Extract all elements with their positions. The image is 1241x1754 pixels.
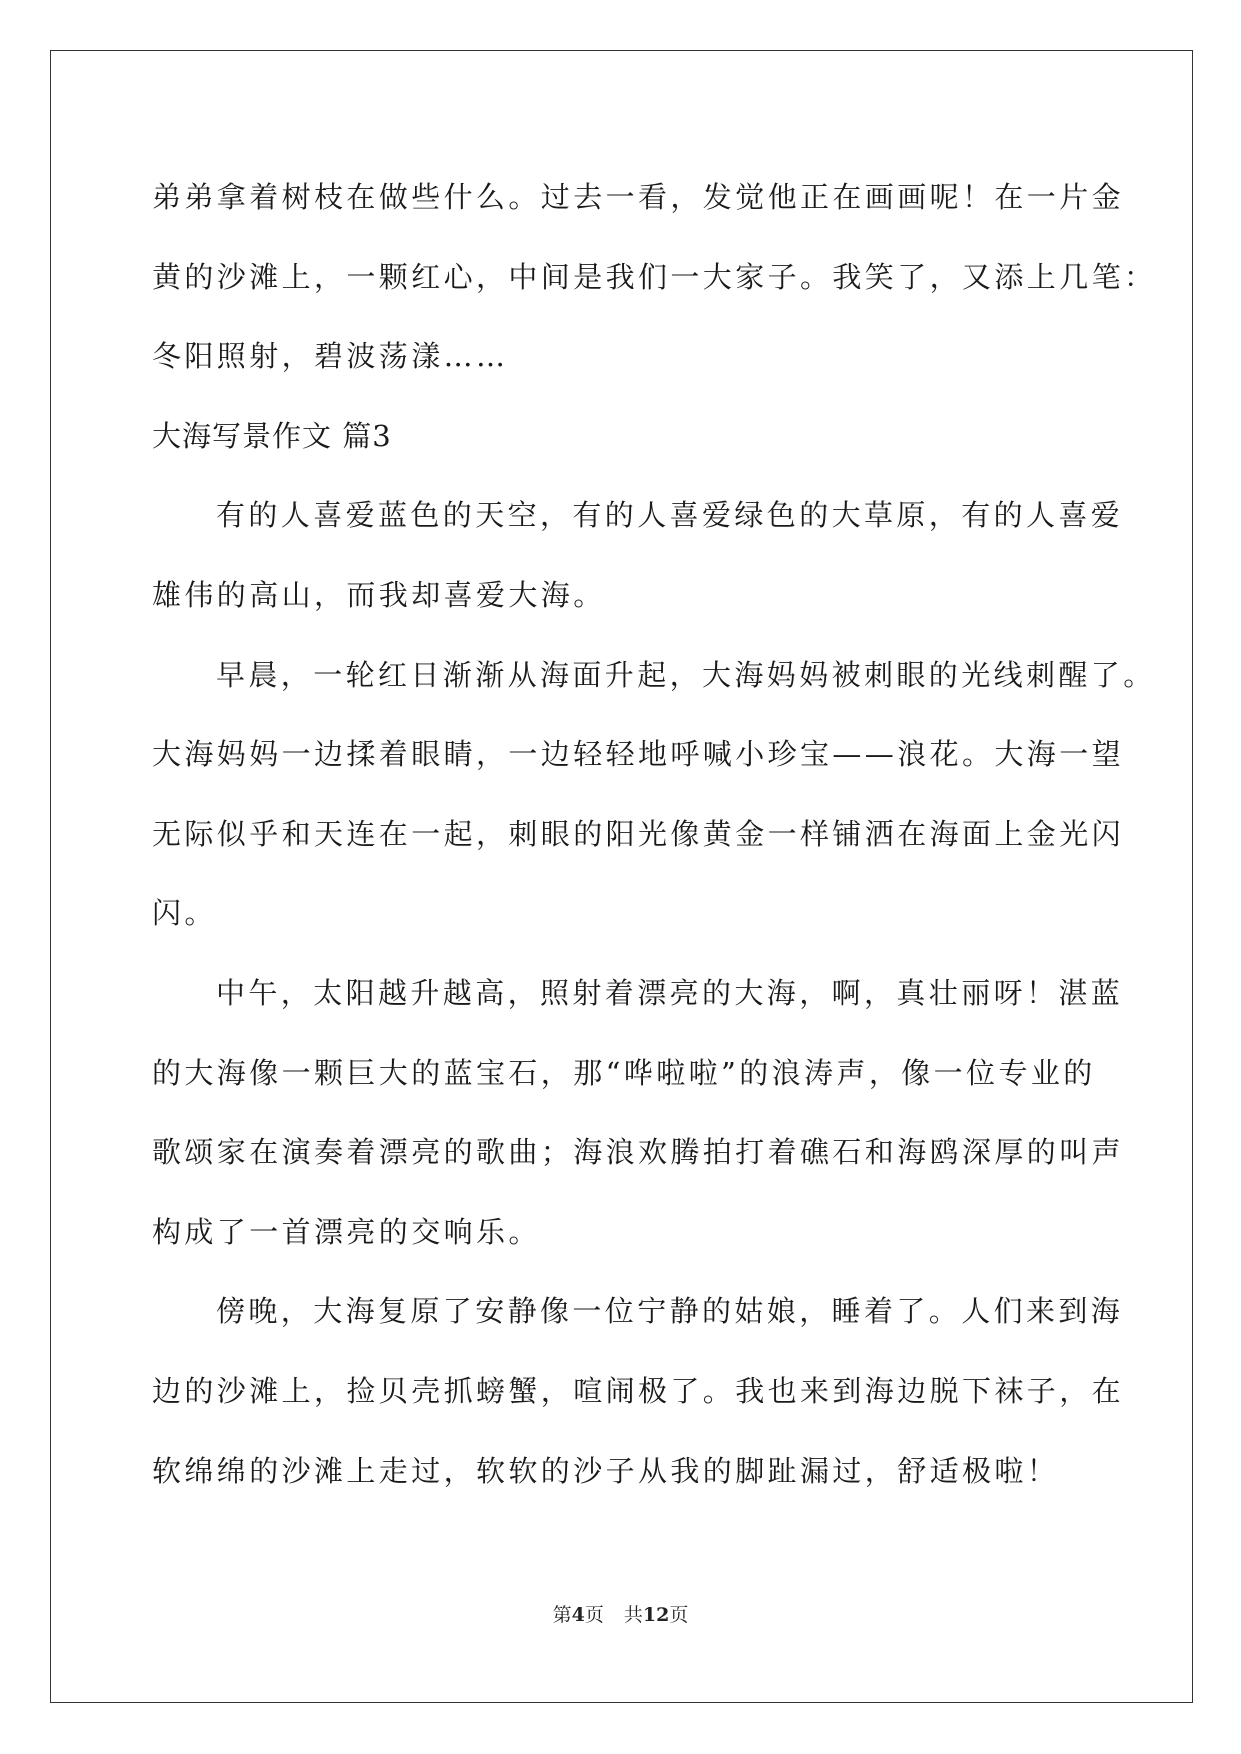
total-suffix: 页 (669, 1604, 689, 1626)
text-line: 弟弟拿着树枝在做些什么。过去一看，发觉他正在画画呢！在一片金 (152, 180, 1125, 214)
section-heading: 大海写景作文 篇3 (152, 418, 392, 453)
page-footer (0, 1600, 1241, 1627)
text-line: 的大海像一颗巨大的蓝宝石，那“哗啦啦”的浪涛声，像一位专业的 (152, 1055, 1096, 1090)
text-line: 软绵绵的沙滩上走过，软软的沙子从我的脚趾漏过，舒适极啦！ (152, 1453, 1060, 1488)
page-number: 4 (571, 1604, 585, 1626)
text-line: 闪。 (152, 896, 217, 931)
text-line: 无际似乎和天连在一起，刺眼的阳光像黄金一样铺洒在海面上金光闪 (152, 816, 1125, 851)
text-line: 歌颂家在演奏着漂亮的歌曲；海浪欢腾拍打着礁石和海鸥深厚的叫声 (152, 1135, 1125, 1170)
text-line: 大海妈妈一边揉着眼睛，一边轻轻地呼喊小珍宝——浪花。大海一望 (152, 737, 1125, 772)
page-prefix: 第 (552, 1604, 572, 1626)
paragraph-first-line: 傍晚，大海复原了安静像一位宁静的姑娘，睡着了。人们来到海 (216, 1294, 1124, 1329)
text-line: 构成了一首漂亮的交响乐。 (152, 1214, 541, 1249)
total-prefix: 共 (623, 1604, 643, 1626)
paragraph-first-line: 有的人喜爱蓝色的天空，有的人喜爱绿色的大草原，有的人喜爱 (216, 498, 1124, 533)
text-line: 黄的沙滩上，一颗红心，中间是我们一大家子。我笑了，又添上几笔： (152, 259, 1157, 294)
paragraph-first-line: 早晨，一轮红日渐渐从海面升起，大海妈妈被刺眼的光线刺醒了。 (216, 657, 1156, 692)
text-line: 雄伟的高山，而我却喜爱大海。 (152, 577, 606, 612)
text-line: 冬阳照射，碧波荡漾…… (152, 339, 509, 374)
text-line: 边的沙滩上，捡贝壳抓螃蟹，喧闹极了。我也来到海边脱下袜子，在 (152, 1373, 1125, 1408)
paragraph-first-line: 中午，太阳越升越高，照射着漂亮的大海，啊，真壮丽呀！湛蓝 (216, 975, 1124, 1010)
document-body (152, 158, 1157, 1511)
total-pages: 12 (642, 1604, 670, 1626)
page-suffix: 页 (584, 1604, 604, 1626)
